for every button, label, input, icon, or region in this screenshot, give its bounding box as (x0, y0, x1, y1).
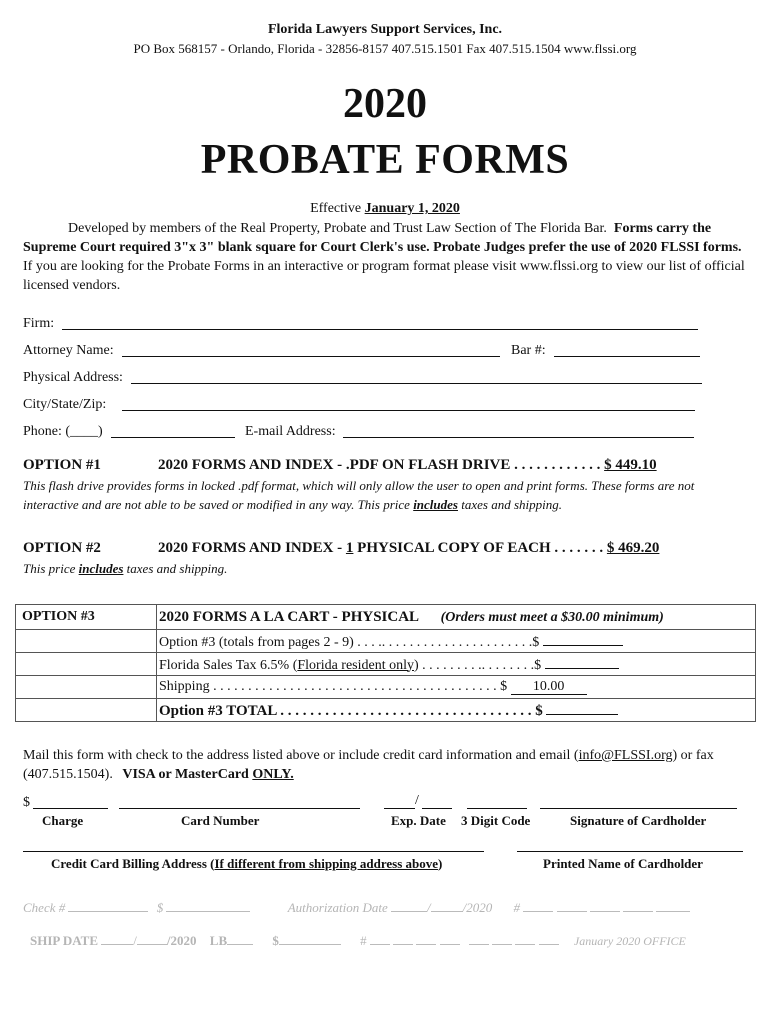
office-lb-field[interactable] (227, 932, 253, 945)
billing-address-field[interactable] (23, 851, 484, 852)
office-ref-4[interactable] (623, 899, 653, 912)
physical-label: Physical Address: (23, 370, 123, 385)
office-auth-year: /2020 (462, 900, 493, 915)
office-dollar: $ (156, 900, 164, 915)
office-ref-2[interactable] (557, 899, 587, 912)
option3-label: OPTION #3 (16, 605, 157, 630)
option3-row-shipping (16, 676, 756, 699)
mail-fax: (407.515.1504). (23, 767, 113, 782)
charge-field[interactable] (33, 808, 108, 809)
office-auth-day[interactable] (431, 899, 463, 912)
card-number-field[interactable] (119, 808, 360, 809)
office-ship-year: /2020 (166, 933, 197, 948)
option3-minimum: (Orders must meet a $30.00 minimum) (440, 609, 664, 625)
printed-name-label: Printed Name of Cardholder (543, 856, 703, 871)
office-ship-day[interactable] (137, 932, 167, 945)
city-label: City/State/Zip: (23, 397, 107, 412)
option3-total-field[interactable] (546, 701, 618, 715)
option3-tax-label-b: Florida resident only (297, 657, 415, 673)
option1-label: OPTION #1 (23, 457, 101, 473)
office-card-4[interactable] (440, 932, 460, 945)
signature-label: Signature of Cardholder (570, 813, 707, 828)
option3-blank-cell (16, 630, 157, 653)
option2-desc (158, 540, 659, 557)
office-lb-label: LB (209, 933, 228, 948)
mail-only: ONLY. (252, 767, 294, 782)
office-card-3[interactable] (416, 932, 436, 945)
printed-name-field[interactable] (517, 851, 743, 852)
option1-note-2a: interactive and are not able to be saved or modified in any way. This price (23, 497, 410, 512)
office-card-6[interactable] (492, 932, 512, 945)
office-hash-2: # (360, 933, 367, 948)
option2-desc-c: PHYSICAL COPY OF EACH . . . . . . . (357, 540, 604, 556)
office-check-label: Check # (23, 900, 66, 915)
office-card-8[interactable] (539, 932, 559, 945)
effective-line (0, 201, 770, 217)
office-ref-5[interactable] (656, 899, 690, 912)
mail-text-1: Mail this form with check to the address listed above or include credit card information and email ( (23, 748, 579, 763)
office-card-7[interactable] (515, 932, 535, 945)
charge-label: Charge (42, 813, 84, 828)
code-label: 3 Digit Code (461, 813, 531, 828)
option3-tax-field[interactable] (545, 655, 619, 669)
phone-field[interactable] (111, 437, 235, 438)
physical-field[interactable] (131, 383, 702, 384)
email-field[interactable] (343, 437, 694, 438)
effective-label: Effective (310, 201, 362, 216)
attorney-field[interactable] (122, 356, 500, 357)
option1-note-2c: taxes and shipping. (461, 497, 562, 512)
option3-totals-label: Option #3 (totals from pages 2 - 9) . . . .. . . . . . . . . . . . . . . . . . . . . .$ (159, 634, 540, 650)
billing-label (51, 856, 442, 872)
intro-text-2: If you are looking for the Probate Forms in an interactive or program format please visit www.flssi.org to view our list of official licensed vendors. (23, 259, 745, 293)
exp-slash: / (415, 793, 419, 808)
option2-note (23, 561, 227, 577)
option1-desc (158, 457, 657, 474)
option3-totals-field[interactable] (543, 632, 623, 646)
signature-field[interactable] (540, 808, 737, 809)
option3-blank-cell (16, 653, 157, 676)
exp-date-label: Exp. Date (391, 813, 446, 828)
firm-field[interactable] (62, 329, 698, 330)
option2-includes: includes (78, 561, 124, 576)
office-hash-1: # (513, 900, 521, 915)
office-amount-2[interactable] (279, 932, 341, 945)
title-year: 2020 (343, 81, 427, 127)
option1-includes: includes (413, 497, 458, 512)
office-dollar-2: $ (272, 933, 279, 948)
option3-tax-cell (157, 653, 756, 676)
option3-total-label: Option #3 TOTAL . . . . . . . . . . . . . . . . . . . . . . . . . . . . . . . . . . $ (159, 702, 543, 719)
page-title: PROBATE FORMS (200, 137, 570, 183)
intro-text-1: Developed by members of the Real Property, Probate and Trust Law Section of The Florida Bar. (68, 221, 607, 236)
option3-shipping-cell (157, 676, 756, 699)
org-name: Florida Lawyers Support Services, Inc. (267, 22, 503, 37)
office-ship-label: SHIP DATE (30, 933, 99, 948)
option2-desc-b: 1 (345, 540, 354, 556)
office-auth-month[interactable] (391, 899, 427, 912)
office-card-5[interactable] (469, 932, 489, 945)
office-check-field[interactable] (68, 899, 148, 912)
option3-desc: 2020 FORMS A LA CART - PHYSICAL (159, 608, 420, 625)
option3-shipping-label: Shipping . . . . . . . . . . . . . . . . . . . . . . . . . . . . . . . . . . . . . . . . . $ (159, 679, 508, 694)
option2-note-a: This price (23, 561, 76, 576)
option3-shipping-value[interactable]: 10.00 (511, 679, 587, 695)
bar-label: Bar #: (511, 343, 546, 358)
option1-note-1: This flash drive provides forms in locked .pdf format, which will only allow the user to open and print forms. These forms are not (23, 478, 695, 493)
option3-totals-cell (157, 630, 756, 653)
exp-month-field[interactable] (384, 808, 415, 809)
office-card-1[interactable] (370, 932, 390, 945)
mail-card-types: VISA or MasterCard (122, 767, 249, 782)
option3-tax-label-c: ) . . . . . . . . .. . . . . . . .$ (414, 657, 542, 673)
billing-label-b: If different from shipping address above (214, 856, 439, 871)
city-field[interactable] (122, 410, 695, 411)
option1-note-2 (23, 497, 562, 513)
office-auth-label: Authorization Date (287, 900, 388, 915)
office-card-2[interactable] (393, 932, 413, 945)
office-row-2: SHIP DATE / /2020 LB $ # January 2020 OFFICE (30, 933, 686, 948)
option3-total-cell (157, 699, 756, 722)
intro-bold: Forms carry the Supreme Court required 3"x 3" blank square for Court Clerk's use. Probate Judges prefer the use of 2020 FLSSI forms. (23, 221, 742, 255)
office-ref-1[interactable] (523, 899, 553, 912)
option3-table (15, 604, 756, 722)
exp-year-field[interactable] (422, 808, 452, 809)
option3-tax-label-a: Florida Sales Tax 6.5% ( (159, 657, 298, 673)
option3-blank-cell (16, 676, 157, 699)
billing-label-a: Credit Card Billing Address ( (51, 856, 215, 871)
office-ship-month[interactable] (101, 932, 133, 945)
option3-row-tax (16, 653, 756, 676)
option2-label: OPTION #2 (23, 540, 101, 556)
effective-date: January 1, 2020 (364, 201, 460, 216)
office-ref-3[interactable] (590, 899, 620, 912)
option1-price: $ 449.10 (604, 457, 657, 473)
email-label: E-mail Address: (245, 424, 336, 439)
bar-field[interactable] (554, 356, 700, 357)
org-address: PO Box 568157 - Orlando, Florida - 32856-8157 407.515.1501 Fax 407.515.1504 www.flssi.org (133, 41, 637, 56)
option2-price: $ 469.20 (606, 540, 660, 556)
option3-blank-cell (16, 699, 157, 722)
office-footer: January 2020 OFFICE (573, 934, 686, 948)
option2-note-c: taxes and shipping. (126, 561, 228, 576)
firm-label: Firm: (23, 316, 55, 331)
option3-row-total (16, 699, 756, 722)
mail-line-1 (23, 748, 714, 764)
mail-text-2: ) or fax (672, 748, 714, 763)
option1-desc-text: 2020 FORMS AND INDEX - .PDF ON FLASH DRIVE . . . . . . . . . . . . (158, 457, 601, 473)
billing-label-c: ) (438, 856, 443, 871)
option3-header-cell (157, 605, 756, 630)
mail-line-2 (23, 767, 294, 783)
office-amount-field[interactable] (166, 899, 250, 912)
attorney-label: Attorney Name: (23, 343, 114, 358)
option3-header-row (16, 605, 756, 630)
office-row-1: Check # $ Authorization Date / /2020 # (23, 899, 690, 916)
phone-label: Phone: (____) (23, 424, 103, 439)
card-number-label: Card Number (181, 813, 260, 828)
code-field[interactable] (467, 808, 527, 809)
option2-desc-a: 2020 FORMS AND INDEX - (158, 540, 343, 556)
option3-row-totals (16, 630, 756, 653)
mail-email-link[interactable]: info@FLSSI.org (578, 748, 673, 763)
intro-paragraph (23, 219, 753, 295)
charge-dollar: $ (23, 795, 30, 810)
